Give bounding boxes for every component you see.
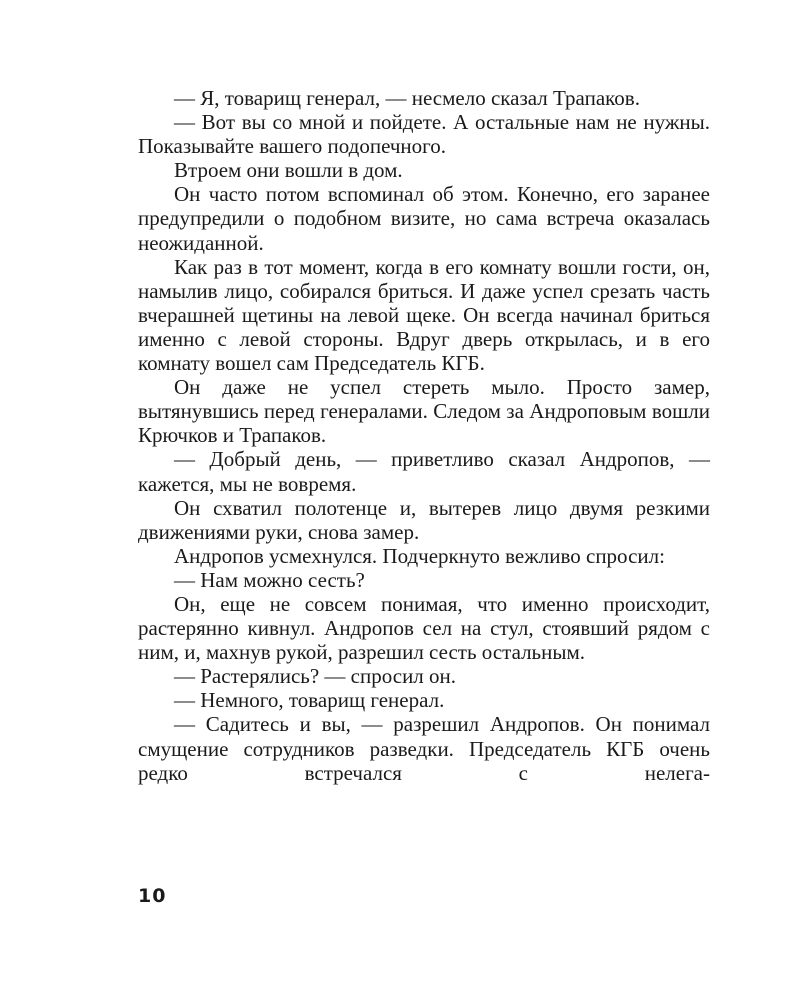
- paragraph-7: — Добрый день, — приветливо сказал Андропов, — кажется, мы не вовремя.: [138, 447, 710, 496]
- paragraph-2: — Вот вы со мной и пойдете. А остальные нам не нужны. Показывайте вашего подопечного.: [138, 110, 710, 159]
- page-number: 10: [138, 885, 167, 907]
- paragraph-6: Он даже не успел стереть мыло. Просто замер, вытянувшись перед генералами. Следом за Андроповым вошли Крючков и Трапаков.: [138, 375, 710, 448]
- paragraph-8: Он схватил полотенце и, вытерев лицо двумя резкими движениями руки, снова замер.: [138, 495, 710, 544]
- body-text: [138, 86, 710, 785]
- paragraph-13: — Немного, товарищ генерал.: [174, 688, 445, 713]
- paragraph-10: — Нам можно сесть?: [174, 567, 365, 592]
- paragraph-11: Он, еще не совсем понимая, что именно происходит, растерянно кивнул. Андропов сел на стул, стоявший рядом с ним, и, махнув рукой, разрешил сесть остальным.: [138, 591, 710, 665]
- paragraph-9: Андропов усмехнулся. Подчеркнуто вежливо спросил:: [174, 543, 665, 568]
- paragraph-12: — Растерялись? — спросил он.: [174, 664, 457, 689]
- paragraph-1: — Я, товарищ генерал, — несмело сказал Трапаков.: [174, 86, 640, 110]
- paragraph-14: — Садитесь и вы, — разрешил Андропов. Он понимал смущение сотрудников разведки. Председатель КГБ очень редко встречался с нелега-: [138, 712, 710, 785]
- paragraph-5: Как раз в тот момент, когда в его комнату вошли гости, он, намылив лицо, собирался бриться. И даже успел срезать часть вчерашней щетины на левой щеке. Он всегда начинал бриться именно с левой стороны. Вдруг дверь открылась, и в его комнату вошел сам Председатель КГБ.: [138, 254, 710, 376]
- paragraph-3: Втроем они вошли в дом.: [174, 158, 403, 183]
- paragraph-4: Он часто потом вспоминал об этом. Конечно, его заранее предупредили о подобном визите, но сама встреча оказалась неожиданной.: [138, 182, 710, 255]
